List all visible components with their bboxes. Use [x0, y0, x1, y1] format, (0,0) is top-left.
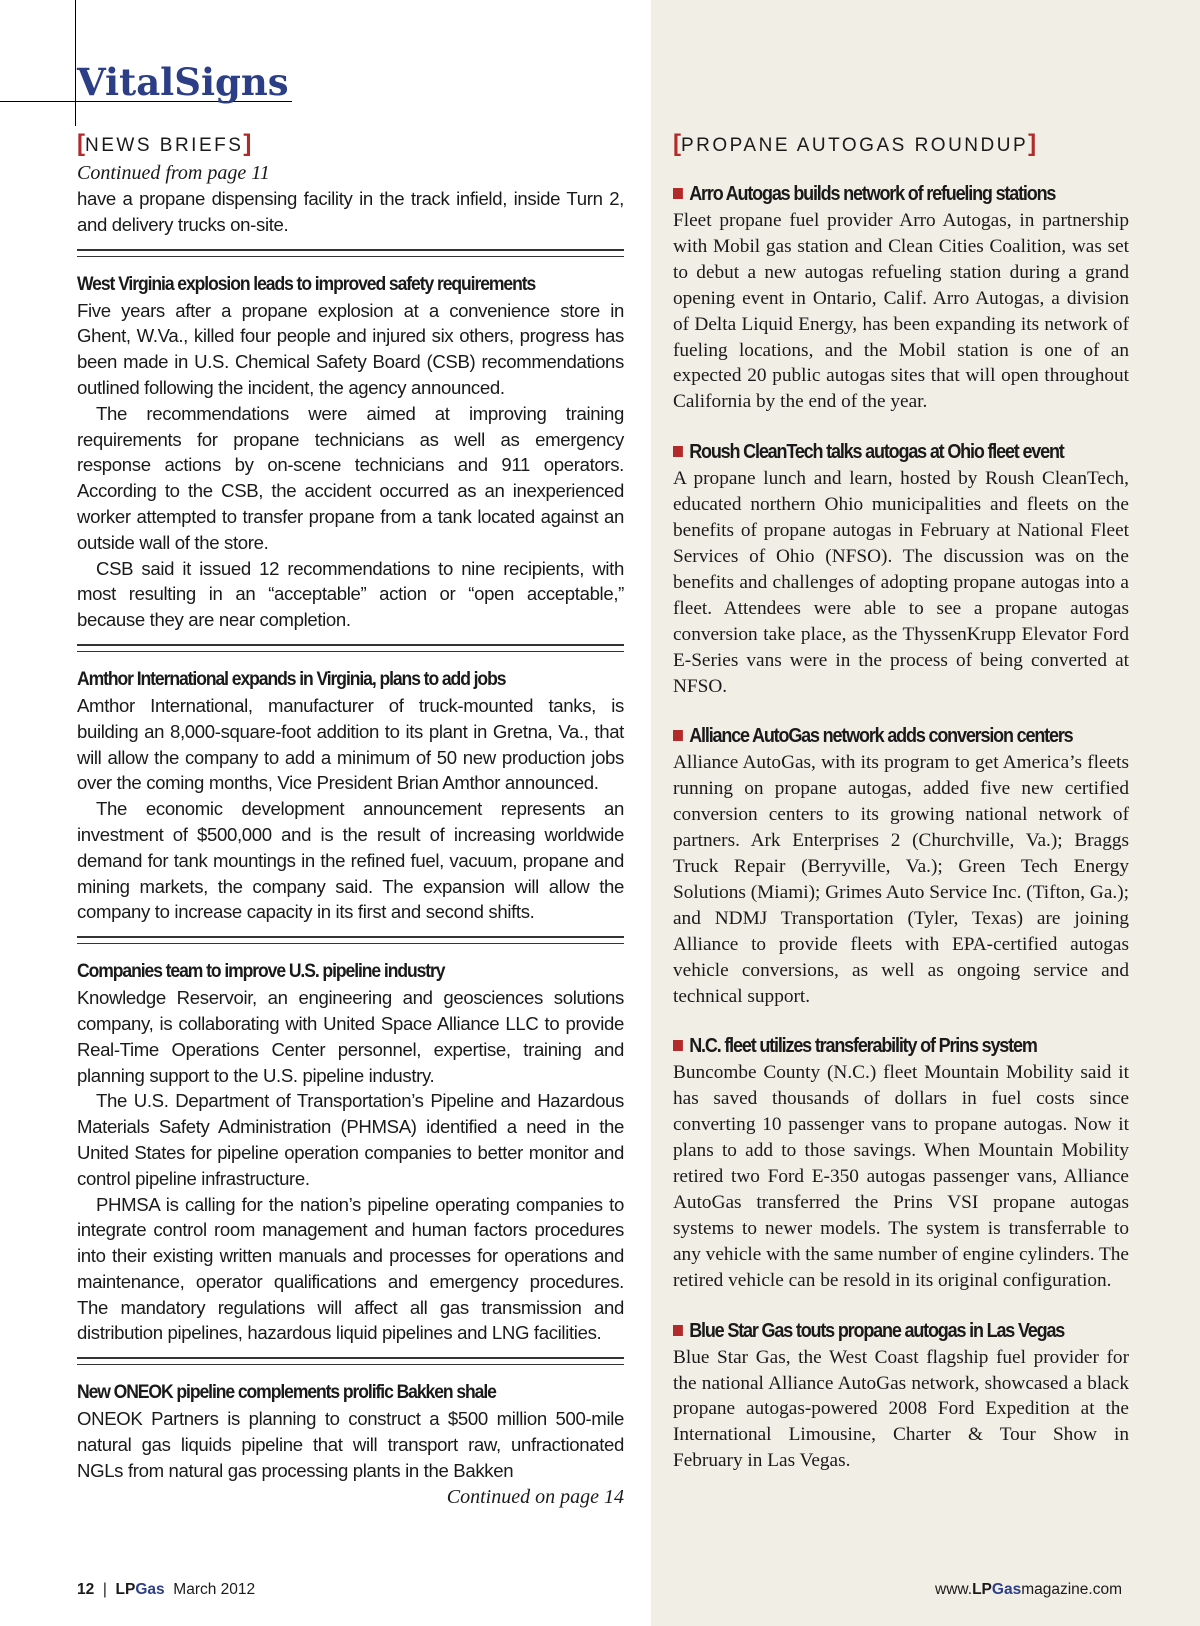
roundup-headline: Roush CleanTech talks autogas at Ohio fleet event: [673, 438, 1083, 466]
news-briefs-heading: [NEWS BRIEFS]: [77, 130, 252, 157]
roundup-body: Alliance AutoGas, with its program to get America’s fleets running on propane autogas, added five new certified conversion centers to its growing national network of partners. Ark Enterprises 2 (Churchville, Va.); Braggs Truck Repair (Berryville, Va.); Green Tech Energy Solutions (Miami); Grimes Auto Service Inc. (Tifton, Ga.); and NDMJ Transportation (Tyler, Texas) are joining Alliance to provide fleets with EPA-certified autogas vehicle conversions, as well as ongoing service and technical support.: [673, 752, 1129, 1007]
article-paragraph: Knowledge Reservoir, an engineering and geosciences solutions company, is collaborating with United Space Alliance LLC to provide Real-Time Operations Center personnel, expertise, training and planning support to the U.S. pipeline industry.: [77, 987, 624, 1086]
continued-from: Continued from page 11: [77, 162, 270, 184]
footer-folio: [77, 1580, 255, 1600]
news-briefs-column: [77, 160, 624, 1510]
roundup-body: Fleet propane fuel provider Arro Autogas, in partnership with Mobil gas station and Clean Cities Coalition, was set to debut a new autogas refueling station during a grand opening event in Ontario, Calif. Arro Autogas, a division of Delta Liquid Energy, has been expanding its network of fueling locations, and the Mobil station is one of an expected 20 public autogas sites that will open throughout California by the end of the year.: [673, 210, 1129, 413]
article-paragraph: The economic development announcement represents an investment of $500,000 and is the result of increasing worldwide demand for tank mountings in the refined fuel, vacuum, propane and mining markets, the company said. The expansion will allow the company to increase capacity in its first and second shifts.: [77, 798, 624, 923]
crop-mark-vertical: [75, 0, 76, 126]
article-headline: New ONEOK pipeline complements prolific Bakken shale: [77, 1381, 496, 1404]
article-paragraph: The U.S. Department of Transportation’s Pipeline and Hazardous Materials Safety Administration (PHMSA) identified a need in the United States for pipeline operation companies to better monitor and control pipeline infrastructure.: [77, 1090, 624, 1189]
bullet-square-icon: [673, 730, 683, 741]
article-headline: West Virginia explosion leads to improved safety requirements: [77, 272, 536, 295]
lead-paragraph: have a propane dispensing facility in the track infield, inside Turn 2, and delivery trucks on-site.: [77, 188, 624, 235]
publication-gas: Gas: [135, 1581, 165, 1598]
autogas-roundup-heading: [PROPANE AUTOGAS ROUNDUP]: [673, 130, 1037, 157]
divider: [77, 249, 624, 257]
roundup-headline: N.C. fleet utilizes transferability of Prins system: [673, 1032, 1083, 1060]
publication-lp: LP: [115, 1581, 136, 1598]
roundup-headline: Alliance AutoGas network adds conversion centers: [673, 722, 1083, 750]
masthead-title: VitalSigns: [77, 60, 289, 104]
article-paragraph: ONEOK Partners is planning to construct a $500 million 500-mile natural gas liquids pipeline that will transport raw, unfractionated NGLs from natural gas processing plants in the Bakken: [77, 1408, 624, 1481]
article-headline: Companies team to improve U.S. pipeline industry: [77, 960, 445, 983]
article-paragraph: Five years after a propane explosion at a convenience store in Ghent, W.Va., killed four people and injured six others, progress has been made in U.S. Chemical Safety Board (CSB) recommendations outlined following the incident, the agency announced.: [77, 299, 624, 398]
continued-on: Continued on page 14: [446, 1485, 624, 1508]
bullet-square-icon: [673, 1325, 683, 1336]
divider: [77, 1357, 624, 1365]
article-paragraph: PHMSA is calling for the nation’s pipeline operating companies to integrate control room management and human factors procedures into their existing written manuals and processes for operations and maintenance, operator qualifications and emergency procedures. The mandatory regulations will affect all gas transmission and distribution pipelines, hazardous liquid pipelines and LNG facilities.: [77, 1193, 624, 1344]
bullet-square-icon: [673, 1040, 683, 1051]
roundup-body: Buncombe County (N.C.) fleet Mountain Mobility said it has saved thousands of dollars in fuel costs since converting 10 passenger vans to propane autogas. Now it plans to add to those savings. When Mountain Mobility retired two Ford E-350 autogas passenger vans, Alliance AutoGas transferred the Prins VSI propane autogas systems to newer models. The system is transferrable to any vehicle with the same number of engine cylinders. The retired vehicle can be resold in its original configuration.: [673, 1062, 1129, 1291]
roundup-headline: Blue Star Gas touts propane autogas in Las Vegas: [673, 1317, 1083, 1345]
article-paragraph: Amthor International, manufacturer of truck-mounted tanks, is building an 8,000-square-foot addition to its plant in Gretna, Va., that will allow the company to add a minimum of 50 new production jobs over the coming months, Vice President Brian Amthor announced.: [77, 694, 624, 794]
divider: [77, 936, 624, 944]
bullet-square-icon: [673, 188, 683, 199]
divider: [77, 644, 624, 652]
autogas-roundup-column: [673, 180, 1129, 1497]
roundup-body: Blue Star Gas, the West Coast flagship fuel provider for the national Alliance AutoGas network, showcased a black propane autogas-powered 2008 Ford Expedition at the International Limousine, Charter & Tour Show in February in Las Vegas.: [673, 1346, 1129, 1472]
article-headline: Amthor International expands in Virginia, plans to add jobs: [77, 667, 506, 690]
issue-date: March 2012: [173, 1581, 256, 1598]
article-paragraph: The recommendations were aimed at improving training requirements for propane technicians as well as emergency response actions by on-scene technicians and 911 operators. According to the CSB, the accident occurred as an inexperienced worker attempted to transfer propane from a tank located against an outside wall of the store.: [77, 402, 624, 553]
bullet-square-icon: [673, 446, 683, 457]
article-paragraph: CSB said it issued 12 recommendations to nine recipients, with most resulting in an “acceptable” action or “open acceptable,” because they are near completion.: [77, 557, 624, 631]
roundup-body: A propane lunch and learn, hosted by Roush CleanTech, educated northern Ohio municipalities and fleets on the benefits of propane autogas in February at National Fleet Services of Ohio (NFSO). The discussion was on the benefits and challenges of adopting propane autogas into a fleet. Attendees were able to see a propane autogas conversion take place, as the ThyssenKrupp Elevator Ford E-Series vans were in the process of being converted at NFSO.: [673, 468, 1129, 697]
folio-separator: |: [102, 1581, 107, 1598]
roundup-headline: Arro Autogas builds network of refueling stations: [673, 180, 1083, 208]
footer-url[interactable]: www.LPGasmagazine.com: [935, 1581, 1122, 1598]
page-number: 12: [77, 1581, 95, 1598]
